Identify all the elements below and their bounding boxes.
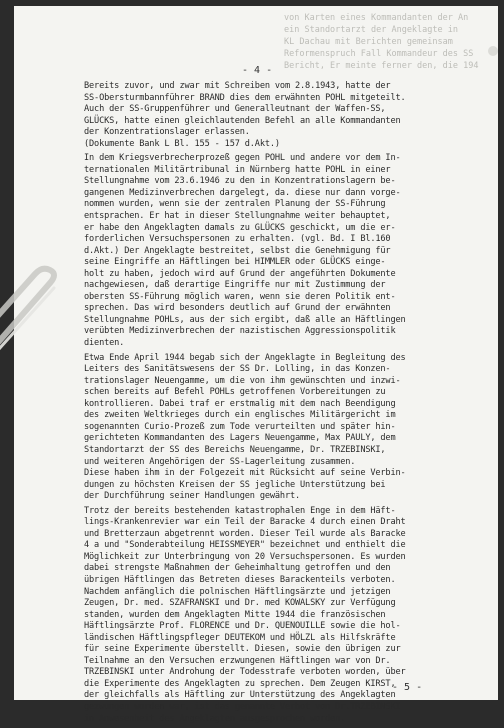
text-line: gerichteten Kommandanten des Lagers Neuengamme, Max PAULY, dem — [84, 433, 396, 444]
bleed-line: Reformenspruch Fall Kommandeur des SS — [284, 49, 474, 59]
text-line: schen bereits auf Befehl POHLs getroffenen Vorbereitungen zu — [84, 387, 386, 398]
text-line: TRZEBINSKI unter Androhung der Todesstrafe verboten worden, über — [84, 667, 406, 678]
text-line: In dem Kriegsverbrecherprozeß gegen POHL und andere vor dem In- — [84, 153, 401, 164]
bleed-through-text — [284, 12, 494, 72]
text-line: der Konzentrationslager erlassen. — [84, 127, 250, 138]
text-line: lings-Krankenrevier war ein Teil der Baracke 4 durch einen Draht — [84, 517, 406, 528]
text-line: sprechen. Das wird besonders deutlich auf Grund der erwähnten — [84, 303, 391, 314]
text-line: GLÜCKS, hatte einen gleichlautenden Befehl an alle Kommandanten — [84, 115, 401, 126]
text-line: Stellungnahme POHLs, aus der sich ergibt, daß alle an Häftlingen — [84, 314, 406, 325]
paragraph — [84, 353, 494, 503]
text-line: Stellungnahme vom 23.6.1946 zu den in Konzentrationslagern be- — [84, 176, 396, 187]
text-line: die Experimente des Angeklagten zu sprechen. Dem Zeugen KIRST, — [84, 678, 396, 689]
text-line: Bereits zuvor, und zwar mit Schreiben vom 2.8.1943, hatte der — [84, 81, 391, 91]
text-line: Leiters des Sanitätswesens der SS Dr. Lolling, in das Konzen- — [84, 364, 391, 375]
text-line: sogenannten Curio-Prozeß zum Tode verurteilten und später hin- — [84, 421, 396, 432]
page-number-bottom: - 5 - — [392, 682, 423, 693]
paragraph — [84, 506, 494, 725]
text-line: Trotz der bereits bestehenden katastrophalen Enge in dem Häft- — [84, 505, 396, 516]
text-line: obersten SS-Führung möglich waren, wenn sie deren Politik ent- — [84, 291, 396, 302]
text-line: und weiteren Angehörigen der SS-Lagerleitung zusammen. — [84, 456, 356, 467]
text-line: in Anwesenheit des Angeklagten ausgesprochen worden. — [84, 713, 346, 724]
page-number-top: - 4 - — [242, 65, 273, 76]
bleed-line: ein Standortarzt der Angeklagte in — [284, 25, 458, 35]
text-line: dienten. — [84, 338, 125, 349]
body-text — [84, 81, 494, 728]
bleed-line: Bericht, Er meinte ferner den, die 194 — [284, 61, 479, 71]
text-line: SS-Obersturmbannführer BRAND dies dem erwähnten POHL mitgeteilt. — [84, 92, 406, 103]
text-line: für seine Experimente überstellt. Diesen, sowie den übrigen zur — [84, 644, 401, 655]
bleed-line: KL Dachau mit Berichten gemeinsam — [284, 37, 453, 47]
text-line: dungen zu höchsten Kreisen der SS jegliche Unterstützung bei — [84, 479, 386, 490]
text-line: entsprachen. Er hat in dieser Stellungnahme weiter behauptet, — [84, 211, 391, 222]
text-line: Zeugen, Dr. med. SZAFRANSKI und Dr. med KOWALSKY zur Verfügung — [84, 598, 396, 609]
text-line: seine Eingriffe an Häftlingen bei HIMMLER oder GLÜCKS einge- — [84, 257, 386, 268]
text-line: 4 a und "Sonderabteilung HEISSMEYER" bezeichnet und enthielt die — [84, 540, 406, 551]
text-line: übrigen Häftlingen das Betreten dieses Barackenteils verboten. — [84, 574, 396, 585]
text-line: Häftlingsärzte Prof. FLORENCE und Dr. QUENOUILLE sowie die hol- — [84, 621, 401, 632]
text-line: Etwa Ende April 1944 begab sich der Angeklagte in Begleitung des — [84, 352, 406, 363]
text-line: (Dokumente Bank L Bl. 155 - 157 d.Akt.) — [84, 138, 280, 149]
text-line: forderlichen Versuchspersonen zu erhalten. (vgl. Bd. I Bl.160 — [84, 234, 391, 245]
text-line: dabei strengste Maßnahmen der Geheimhaltung getroffen und den — [84, 563, 391, 574]
paragraph — [84, 153, 494, 349]
text-line: nachgewiesen, daß derartige Eingriffe nur mit Zustimmung der — [84, 280, 386, 291]
text-line: gangenen Medizinverbrechen dargelegt, da. diese nur dann vorge- — [84, 187, 401, 198]
punch-hole — [488, 46, 498, 56]
text-line: Nachdem anfänglich die polnischen Häftlingsärzte und jetzigen — [84, 586, 391, 597]
text-line: ternationalen Militärtribunal in Nürnberg hatte POHL in einer — [84, 164, 391, 175]
text-line: verübten Medizinverbrechen der nazistischen Aggressionspolitik — [84, 326, 396, 337]
text-line: Teilnahme an den Versuchen erzwungenen Häftlingen war von Dr. — [84, 655, 391, 666]
text-line: Diese haben ihm in der Folgezeit mit Rücksicht auf seine Verbin- — [84, 468, 406, 479]
text-line: er habe den Angeklagten damals zu GLÜCKS geschickt, um die er- — [84, 222, 396, 233]
paragraph — [84, 81, 494, 150]
text-line: und Bretterzaun abgetrennt worden. Dieser Teil wurde als Baracke — [84, 528, 406, 539]
text-line: trationslager Neuengamme, um die von ihm gewünschten und inzwi- — [84, 375, 401, 386]
text-line: ländischen Häftlingspfleger DEUTEKOM und HÖLZL als Hilfskräfte — [84, 632, 396, 643]
text-line: der gleichfalls als Häftling zur Unterstützung des Angeklagten — [84, 690, 396, 701]
text-line: gezwungen worden war, ist das genannte Verbot von Dr.TRZEBINSKI — [84, 701, 401, 712]
text-line: Standortarzt der SS des Bereichs Neuengamme, Dr. TRZEBINSKI, — [84, 444, 386, 455]
text-line: der Durchführung seiner Handlungen gewährt. — [84, 491, 301, 502]
text-line: Auch der SS-Gruppenführer und Generalleutnant der Waffen-SS, — [84, 104, 386, 115]
text-line: kontrollieren. Dabei traf er erstmalig mit dem nach Beendigung — [84, 398, 396, 409]
text-line: d.Akt.) Der Angeklagte bestreitet, selbst die Genehmigung für — [84, 245, 391, 256]
document-page — [14, 6, 498, 724]
text-line: nommen wurden, wenn sie der zentralen Planung der SS-Führung — [84, 199, 386, 210]
text-line: standen, wurden dem Angeklagten Mitte 1944 die französischen — [84, 609, 386, 620]
text-line: des zweiten Weltkrieges durch ein englisches Militärgericht im — [84, 410, 396, 421]
text-line: Möglichkeit zur Unterbringung von 20 Versuchspersonen. Es wurden — [84, 551, 406, 562]
bleed-line: von Karten eines Kommandanten der An — [284, 13, 469, 23]
text-line: holt zu haben, jedoch wird auf Grund der angeführten Dokumente — [84, 268, 396, 279]
